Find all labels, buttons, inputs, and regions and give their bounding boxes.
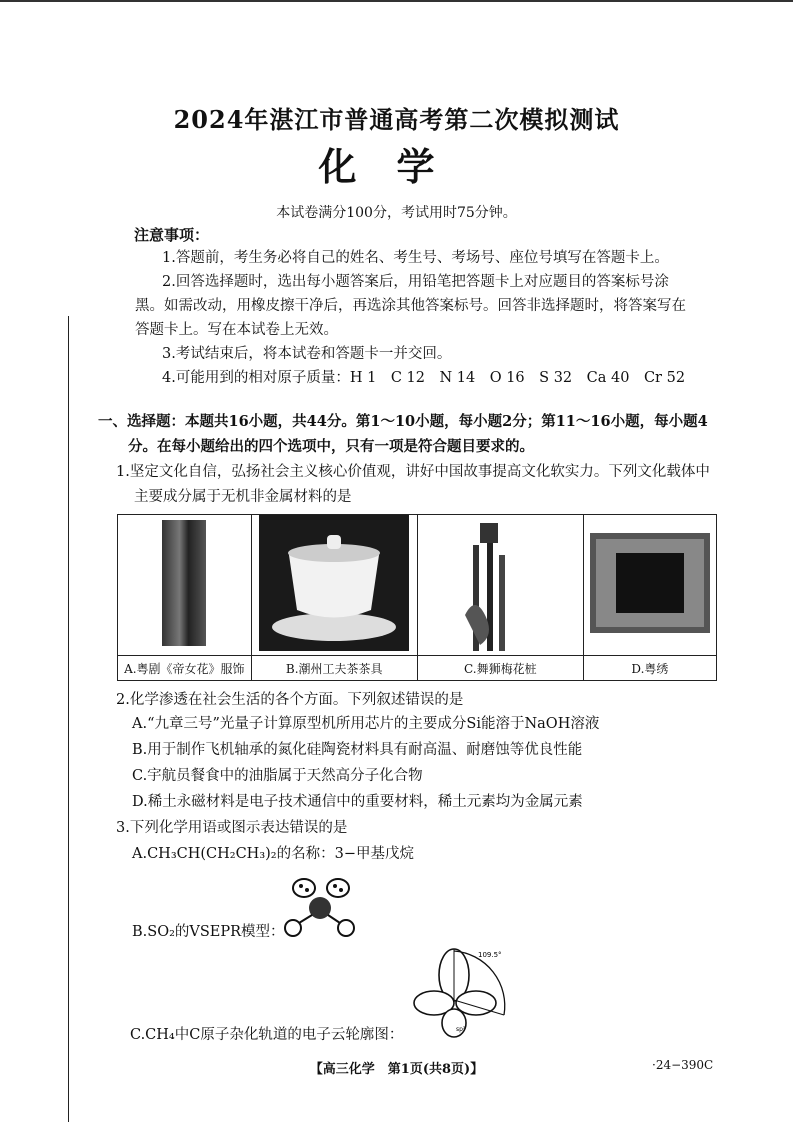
- q1-stem-1: 1.坚定文化自信，弘扬社会主义核心价值观，讲好中国故事提高文化软实力。下列文化载体中: [116, 464, 710, 480]
- angle-label: 109.5°: [478, 951, 502, 959]
- orbital-label: sp³: [456, 1026, 466, 1033]
- notice-item-1: 1.答题前，考生务必将自己的姓名、考生号、考场号、座位号填写在答题卡上。: [162, 250, 669, 266]
- image-c-lion-dance-poles: [417, 515, 583, 656]
- q2-option-a: A.“九章三号”光量子计算原型机所用芯片的主要成分Si能溶于NaOH溶液: [132, 716, 600, 732]
- section-instruction: 分。在每小题给出的四个选项中，只有一项是符合题目要求的。: [128, 438, 534, 455]
- caption-b: B.潮州工夫茶茶具: [251, 656, 417, 681]
- caption-d: D.粤绣: [583, 656, 716, 681]
- q3-option-c: C.CH₄中C原子杂化轨道的电子云轮廓图：: [130, 1027, 404, 1043]
- notice-item-3: 3.考试结束后，将本试卷和答题卡一并交回。: [162, 346, 452, 362]
- caption-a: A.粤剧《帝女花》服饰: [118, 656, 252, 681]
- image-b-tea-set: [251, 515, 417, 656]
- q3-option-a: A.CH₃CH(CH₂CH₃)₂的名称：3−甲基戊烷: [132, 846, 414, 862]
- q3-option-b: B.SO₂的VSEPR模型：: [132, 924, 285, 940]
- q2-option-b: B.用于制作飞机轴承的氮化硅陶瓷材料具有耐高温、耐磨蚀等优良性能: [132, 742, 583, 758]
- q1-stem-2: 主要成分属于无机非金属材料的是: [134, 489, 352, 505]
- page-footer: 【高三化学 第1页(共8页)】: [309, 1062, 484, 1077]
- exam-title: 2024年湛江市普通高考第二次模拟测试: [173, 105, 620, 134]
- caption-c: C.舞狮梅花桩: [417, 656, 583, 681]
- top-border: [0, 0, 793, 2]
- vsepr-model-diagram: [282, 870, 362, 942]
- notice-item-2-cont: 黑。如需改动，用橡皮擦干净后，再选涂其他答案标号。回答非选择题时，将答案写在: [135, 298, 686, 314]
- notice-heading: 注意事项：: [134, 226, 210, 244]
- image-d-embroidery: [583, 515, 716, 656]
- q2-stem: 2.化学渗透在社会生活的各个方面。下列叙述错误的是: [116, 692, 464, 708]
- notice-item-2-end: 答题卡上。写在本试卷上无效。: [135, 322, 338, 338]
- image-a-opera-costume: [118, 515, 252, 656]
- exam-info: 本试卷满分100分，考试用时75分钟。: [276, 205, 517, 221]
- subject-title: 化学: [318, 144, 475, 189]
- q2-option-c: C.宇航员餐食中的油脂属于天然高分子化合物: [132, 768, 423, 784]
- hybrid-orbital-diagram: [412, 945, 522, 1040]
- q3-stem: 3.下列化学用语或图示表达错误的是: [116, 820, 348, 836]
- q1-image-table: [117, 514, 717, 681]
- paper-code: ·24−390C: [652, 1058, 714, 1072]
- q2-option-d: D.稀土永磁材料是电子技术通信中的重要材料，稀土元素均为金属元素: [132, 794, 583, 810]
- binding-line: [68, 316, 69, 1122]
- notice-item-2: 2.回答选择题时，选出每小题答案后，用铅笔把答题卡上对应题目的答案标号涂: [162, 274, 669, 290]
- section-heading: 一、选择题：本题共16小题，共44分。第1～10小题，每小题2分；第11～16小题，每小题4: [98, 413, 708, 430]
- notice-item-4: 4.可能用到的相对原子质量：H 1 C 12 N 14 O 16 S 32 Ca 40 Cr 52: [162, 370, 686, 386]
